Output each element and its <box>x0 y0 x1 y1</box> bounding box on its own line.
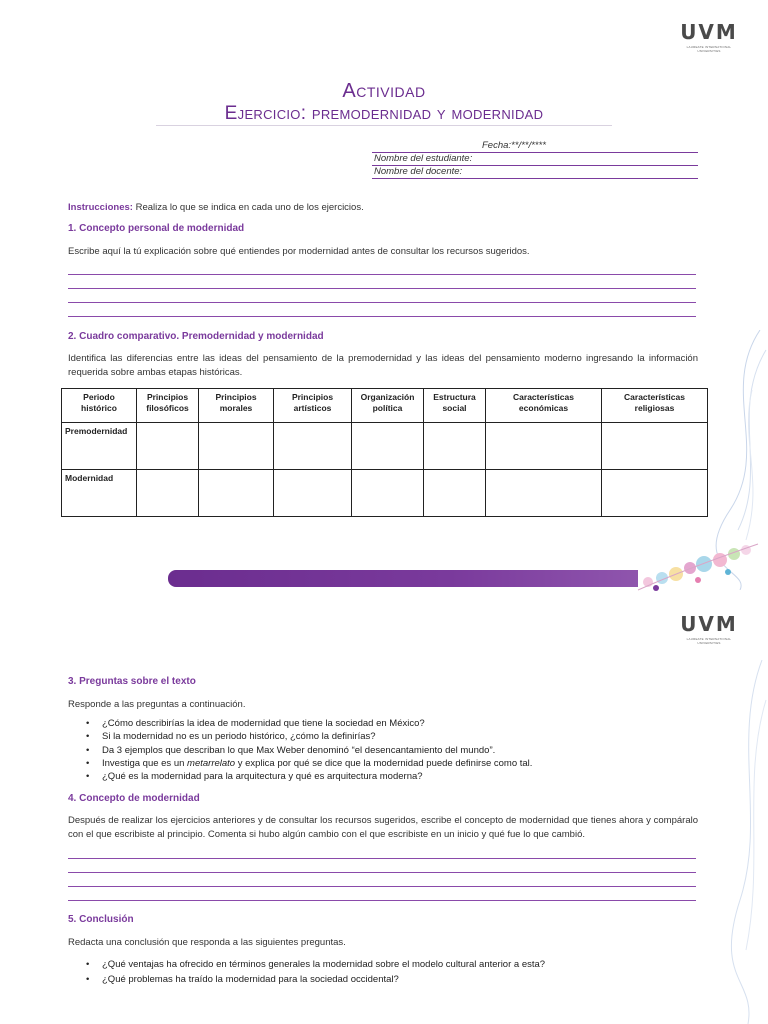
questions-list <box>86 717 706 783</box>
table-row <box>62 423 708 470</box>
list-item: • ¿Qué problemas ha traído la modernidad para la sociedad occidental? <box>86 972 706 987</box>
column-header: Características religiosas <box>602 389 708 423</box>
answer-line[interactable] <box>68 900 696 901</box>
title-divider <box>156 125 612 126</box>
table-cell[interactable] <box>137 470 199 517</box>
list-item: • Da 3 ejemplos que describan lo que Max Weber denominó “el desencantamiento del mundo”. <box>86 744 706 757</box>
logo-text: UVM <box>680 20 738 44</box>
table-cell[interactable] <box>274 423 352 470</box>
table-cell[interactable] <box>602 423 708 470</box>
table-cell[interactable] <box>199 423 274 470</box>
page-subtitle: Ejercicio: premodernidad y modernidad <box>224 103 544 124</box>
section5-text: Redacta una conclusión que responda a las siguientes preguntas. <box>68 937 346 948</box>
answer-line[interactable] <box>68 886 696 887</box>
section5-heading: 5. Conclusión <box>68 914 134 925</box>
table-cell[interactable] <box>137 423 199 470</box>
logo-subtitle: LAUREATE INTERNATIONAL UNIVERSITIES <box>686 45 732 53</box>
table-cell[interactable] <box>486 423 602 470</box>
comparison-table <box>61 388 708 517</box>
table-cell[interactable] <box>352 470 424 517</box>
footer-band <box>168 570 638 587</box>
teacher-name-label: Nombre del docente: <box>374 166 463 177</box>
table-cell[interactable] <box>602 470 708 517</box>
decorative-swirl <box>712 660 768 1024</box>
column-header: Principios artísticos <box>274 389 352 423</box>
column-header: Características económicas <box>486 389 602 423</box>
column-header: Organización política <box>352 389 424 423</box>
list-item-text: y explica por qué se dice que la modernidad puede definirse como tal. <box>235 757 533 769</box>
answer-line[interactable] <box>68 316 696 317</box>
answer-line[interactable] <box>68 274 696 275</box>
row-header: Premodernidad <box>62 423 137 470</box>
logo-subtitle: LAUREATE INTERNATIONAL UNIVERSITIES <box>686 637 732 645</box>
row-header: Modernidad <box>62 470 137 517</box>
column-header: Principios morales <box>199 389 274 423</box>
column-header: Estructura social <box>424 389 486 423</box>
student-name-label: Nombre del estudiante: <box>374 153 473 164</box>
date-field[interactable] <box>372 139 698 153</box>
section4-text: Después de realizar los ejercicios anteriores y de consultar los recursos sugeridos, escribe el concepto de modernidad que tienes ahora y compáralo con el que escribiste al principio. Comenta si hubo algún cambio con el que escribiste en un inicio y qué fue lo que cambió. <box>68 815 698 840</box>
list-item-emphasis: metarrelato <box>187 757 236 769</box>
answer-line[interactable] <box>68 302 696 303</box>
logo-text: UVM <box>680 612 738 636</box>
section2-text: Identifica las diferencias entre las ideas del pensamiento de la premodernidad y las ideas del pensamiento moderno ingresando la información requerida sobre ambas etapas históricas. <box>68 353 698 378</box>
section4-heading: 4. Concepto de modernidad <box>68 793 200 804</box>
table-cell[interactable] <box>424 423 486 470</box>
page-title: Actividad <box>342 80 426 102</box>
uvm-logo <box>678 22 740 53</box>
instructions-label: Instrucciones: <box>68 202 133 213</box>
table-cell[interactable] <box>274 470 352 517</box>
teacher-name-field[interactable] <box>372 165 698 179</box>
section3-heading: 3. Preguntas sobre el texto <box>68 676 196 687</box>
table-cell[interactable] <box>199 470 274 517</box>
section1-heading: 1. Concepto personal de modernidad <box>68 223 245 234</box>
list-item: • ¿Qué ventajas ha ofrecido en términos generales la modernidad sobre el modelo cultural anterior a esta? <box>86 957 706 972</box>
answer-line[interactable] <box>68 288 696 289</box>
conclusion-questions-list <box>86 957 706 987</box>
student-name-field[interactable] <box>372 152 698 166</box>
answer-line[interactable] <box>68 872 696 873</box>
list-item: • ¿Cómo describirías la idea de modernidad que tiene la sociedad en México? <box>86 717 706 730</box>
instructions <box>68 201 698 215</box>
floral-decoration <box>628 538 768 594</box>
table-cell[interactable] <box>352 423 424 470</box>
table-cell[interactable] <box>486 470 602 517</box>
table-header-row <box>62 389 708 423</box>
list-item: • ¿Qué es la modernidad para la arquitectura y qué es arquitectura moderna? <box>86 770 706 783</box>
date-label: Fecha:**/**/**** <box>482 140 546 151</box>
section1-text: Escribe aquí la tú explicación sobre qué entiendes por modernidad antes de consultar los recursos sugeridos. <box>68 246 530 257</box>
instructions-text: Realiza lo que se indica en cada uno de los ejercicios. <box>132 202 364 213</box>
answer-line[interactable] <box>68 858 696 859</box>
section3-text: Responde a las preguntas a continuación. <box>68 699 246 710</box>
list-item <box>86 757 706 770</box>
uvm-logo <box>678 614 740 645</box>
table-row <box>62 470 708 517</box>
column-header: Principios filosóficos <box>137 389 199 423</box>
list-item: • Si la modernidad no es un periodo histórico, ¿cómo la definirías? <box>86 730 706 743</box>
list-item-text: Investiga que es un <box>102 757 188 769</box>
column-header: Periodo histórico <box>62 389 137 423</box>
section2-heading: 2. Cuadro comparativo. Premodernidad y modernidad <box>68 331 324 342</box>
table-cell[interactable] <box>424 470 486 517</box>
